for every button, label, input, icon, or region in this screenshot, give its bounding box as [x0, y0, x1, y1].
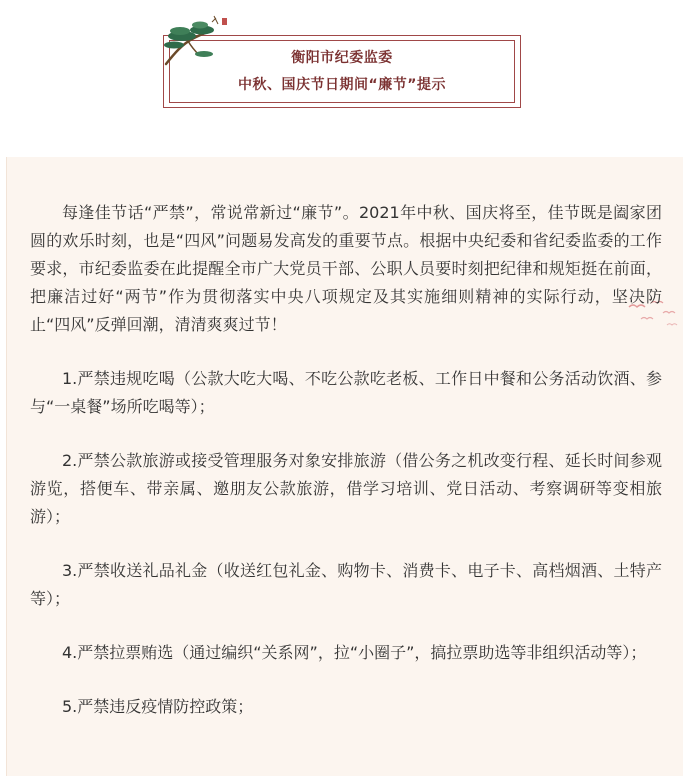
list-item: 1.严禁违规吃喝（公款大吃大喝、不吃公款吃老板、工作日中餐和公务活动饮酒、参与“一桌餐”场所吃喝等）；	[30, 369, 662, 416]
notice-body	[30, 199, 662, 747]
list-item: 4.严禁拉票贿选（通过编织“关系网”，拉“小圈子”，搞拉票助选等非组织活动等）；	[62, 643, 647, 662]
list-item: 5.严禁违反疫情防控政策；	[62, 697, 254, 716]
intro-paragraph: 每逢佳节话“严禁”，常说常新过“廉节”。2021年中秋、国庆将至，佳节既是阖家团圆的欢乐时刻，也是“四风”问题易发高发的重要节点。根据中央纪委和省纪委监委的工作要求，市纪委监委在此提醒全市广大党员干部、公职人员要时刻把纪律和规矩挺在前面，把廉洁过好“两节”作为贯彻落实中央八项规定及其实施细则精神的实际行动，坚决防止“四风”反弹回潮，清清爽爽过节！	[30, 203, 662, 334]
page-title-line2: 中秋、国庆节日期间“廉节”提示	[238, 77, 446, 93]
header-banner	[0, 0, 687, 156]
page-title-line1: 衡阳市纪委监委	[291, 50, 393, 66]
list-item: 2.严禁公款旅游或接受管理服务对象安排旅游（借公务之机改变行程、延长时间参观游览，搭便车、带亲属、邀朋友公款旅游，借学习培训、党日活动、考察调研等变相旅游）；	[30, 451, 662, 526]
list-item: 3.严禁收送礼品礼金（收送红包礼金、购物卡、消费卡、电子卡、高档烟酒、土特产等）；	[30, 561, 662, 608]
